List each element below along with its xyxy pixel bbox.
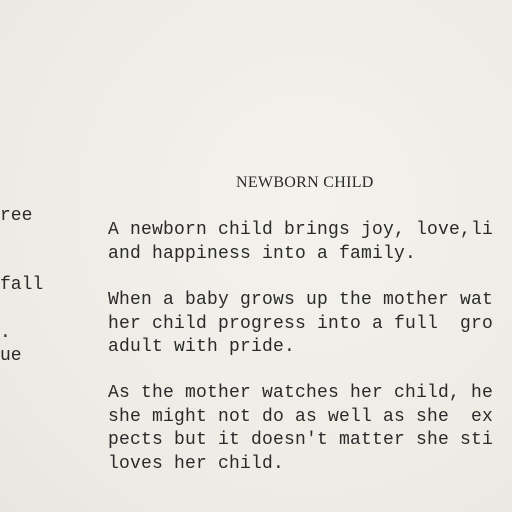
paragraph-3: As the mother watches her child, he she might not do as well as she ex pects but it doesn't matter she sti loves her child. (108, 383, 494, 474)
left-margin-fragment: ree (0, 206, 33, 226)
left-margin-fragment: fall (0, 275, 44, 295)
paragraph-2: When a baby grows up the mother wat her child progress into a full gro adult with pride. (108, 290, 494, 357)
left-margin-fragment: ue (0, 346, 22, 366)
document-title: NEWBORN CHILD (236, 174, 374, 191)
left-margin-fragment: . (0, 323, 11, 343)
paragraph-1: A newborn child brings joy, love,li and happiness into a family. (108, 220, 494, 264)
